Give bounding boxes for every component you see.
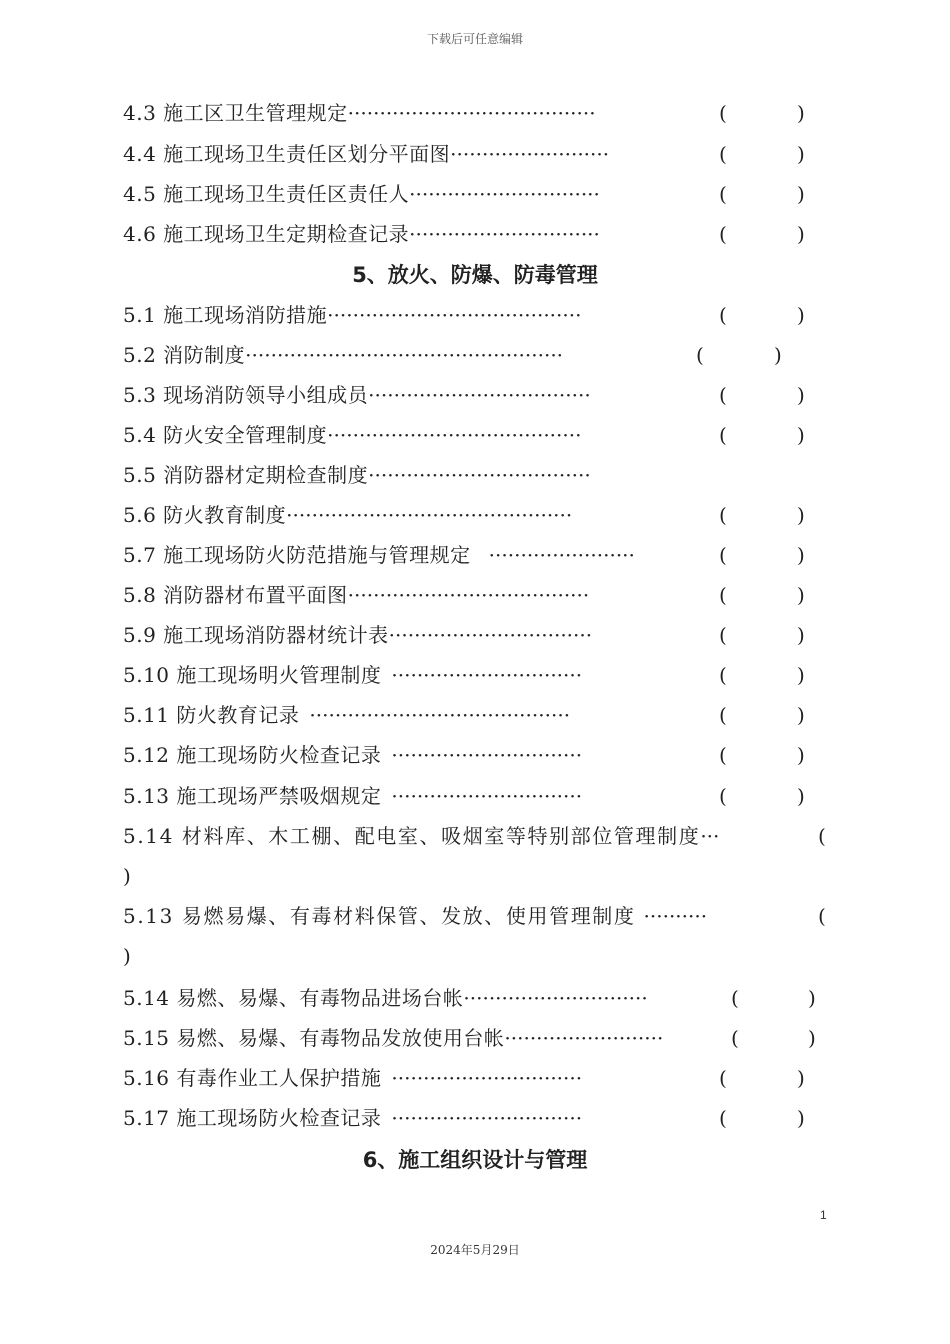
page-ref-close: ) (797, 503, 806, 527)
toc-entry[interactable] (123, 662, 582, 688)
leader-dots: ········································· (309, 703, 571, 727)
leader-dots: ····························· (463, 986, 648, 1010)
entry-title: 施工现场消防器材统计表 (163, 623, 389, 647)
footer-date: 2024年5月29日 (430, 1243, 520, 1257)
entry-number: 5.11 (123, 703, 170, 727)
page-ref-open: ( (731, 1026, 740, 1050)
page-ref-close: ) (797, 543, 806, 567)
page-ref-open: ( (818, 904, 827, 928)
page-ref-open: ( (719, 503, 728, 527)
entry-title: 消防器材定期检查制度 (163, 463, 369, 487)
page-ref-open: ( (719, 663, 728, 687)
toc-entry[interactable] (123, 462, 591, 488)
page-ref-open: ( (719, 222, 728, 246)
entry-number: 5.17 (123, 1106, 170, 1130)
page-ref-close: ) (797, 142, 806, 166)
page-ref-open: ( (696, 343, 705, 367)
toc-entry[interactable] (123, 342, 563, 368)
page-ref-close: ) (797, 423, 806, 447)
entry-number: 5.8 (123, 583, 157, 607)
page-ref-open: ( (719, 142, 728, 166)
entry-number: 5.7 (123, 543, 157, 567)
toc-entry[interactable] (123, 422, 581, 448)
leader-dots: ··································· (368, 463, 591, 487)
leader-dots: ······················· (488, 543, 635, 567)
entry-title: 有毒作业工人保护措施 (176, 1066, 382, 1090)
entry-number: 5.3 (123, 383, 157, 407)
leader-dots: ········································ (327, 423, 582, 447)
entry-title: 防火教育制度 (163, 503, 287, 527)
leader-dots: ······························ (391, 1106, 583, 1130)
page-number: 1 (820, 1208, 827, 1222)
toc-entry[interactable] (123, 903, 707, 929)
page-ref-open: ( (719, 784, 728, 808)
page-ref-close: ) (797, 1106, 806, 1130)
leader-dots: ······························ (391, 743, 583, 767)
leader-dots: ································ (388, 623, 593, 647)
entry-title: 施工现场卫生定期检查记录 (163, 222, 410, 246)
toc-entry[interactable] (123, 1065, 582, 1091)
entry-number: 4.4 (123, 142, 157, 166)
toc-entry[interactable] (123, 141, 609, 167)
entry-number: 5.4 (123, 423, 157, 447)
toc-entry[interactable] (123, 582, 589, 608)
entry-title: 材料库、木工棚、配电室、吸烟室等特别部位管理制度 (181, 824, 701, 848)
leader-dots: ······································ (347, 583, 590, 607)
page-ref-open: ( (719, 703, 728, 727)
entry-number: 5.13 (123, 904, 174, 928)
page-ref-open: ( (719, 743, 728, 767)
page-ref-open: ( (719, 543, 728, 567)
toc-entry[interactable] (123, 1105, 582, 1131)
page-ref-close: ) (808, 986, 817, 1010)
entry-number: 4.3 (123, 101, 157, 125)
page-ref-close: ) (797, 663, 806, 687)
page-ref-close: ) (797, 1066, 806, 1090)
page-ref-close: ) (797, 703, 806, 727)
page-ref-open: ( (719, 383, 728, 407)
page-ref-close: ) (797, 222, 806, 246)
entry-number: 5.9 (123, 623, 157, 647)
toc-entry[interactable] (123, 1025, 663, 1051)
toc-entry[interactable] (123, 100, 596, 126)
toc-entry[interactable] (123, 502, 572, 528)
page-ref-close: ) (797, 101, 806, 125)
entry-number: 5.6 (123, 503, 157, 527)
entry-title: 施工现场防火检查记录 (176, 743, 382, 767)
page-ref-open: ( (719, 423, 728, 447)
toc-entry[interactable] (123, 181, 600, 207)
entry-number: 5.5 (123, 463, 157, 487)
leader-dots: ······························ (391, 1066, 583, 1090)
header-note: 下载后可任意编辑 (426, 32, 523, 46)
toc-entry[interactable] (123, 985, 648, 1011)
page-ref-open: ( (719, 303, 728, 327)
entry-title: 易燃、易爆、有毒物品发放使用台帐 (176, 1026, 505, 1050)
entry-number: 5.13 (123, 784, 170, 808)
entry-number: 5.10 (123, 663, 170, 687)
leader-dots: ········································ (327, 303, 582, 327)
leader-dots: ······························ (409, 182, 600, 206)
leader-dots: ······························ (391, 663, 583, 687)
entry-number: 5.1 (123, 303, 157, 327)
page-ref-open: ( (818, 824, 827, 848)
page-ref-open: ( (719, 1066, 728, 1090)
entry-title: 施工现场明火管理制度 (176, 663, 382, 687)
page-ref-close: ) (797, 303, 806, 327)
page-ref-close: ) (797, 182, 806, 206)
toc-entry[interactable] (123, 382, 591, 408)
toc-entry[interactable] (123, 783, 582, 809)
toc-entry[interactable] (123, 823, 719, 849)
page-ref-open: ( (719, 623, 728, 647)
page-ref-open: ( (719, 101, 728, 125)
toc-entry[interactable] (123, 742, 582, 768)
page-ref-open: ( (719, 583, 728, 607)
entry-title: 施工区卫生管理规定 (163, 101, 348, 125)
leader-dots: ························· (450, 142, 610, 166)
page-ref-close: ) (774, 343, 783, 367)
page-ref-open: ( (719, 1106, 728, 1130)
leader-dots: ························· (504, 1026, 664, 1050)
leader-dots: ··· (700, 824, 720, 848)
entry-title: 施工现场消防措施 (163, 303, 328, 327)
entry-title: 现场消防领导小组成员 (163, 383, 369, 407)
toc-entry[interactable] (123, 302, 581, 328)
entry-number: 5.15 (123, 1026, 170, 1050)
entry-number: 5.2 (123, 343, 157, 367)
page-ref-close: ) (797, 383, 806, 407)
entry-number: 5.14 (123, 824, 174, 848)
leader-dots: ·················································· (245, 343, 564, 367)
entry-number: 4.6 (123, 222, 157, 246)
page-ref-close: ) (797, 623, 806, 647)
toc-entry[interactable] (123, 221, 600, 247)
entry-title: 防火安全管理制度 (163, 423, 328, 447)
leader-dots: ······································· (347, 101, 596, 125)
section-heading: 5、放火、防爆、防毒管理 (352, 263, 598, 287)
entry-title: 防火教育记录 (176, 703, 300, 727)
entry-number: 5.12 (123, 743, 170, 767)
section-heading: 6、施工组织设计与管理 (362, 1148, 588, 1172)
toc-entry[interactable] (123, 622, 592, 648)
entry-number: 5.14 (123, 986, 170, 1010)
entry-title: 施工现场卫生责任区责任人 (163, 182, 410, 206)
entry-title: 消防器材布置平面图 (163, 583, 348, 607)
entry-number: 5.16 (123, 1066, 170, 1090)
page-ref-close: ) (123, 944, 132, 968)
leader-dots: ··································· (368, 383, 591, 407)
page-ref-open: ( (731, 986, 740, 1010)
entry-title: 施工现场卫生责任区划分平面图 (163, 142, 451, 166)
page-ref-close: ) (797, 743, 806, 767)
leader-dots: ······························ (409, 222, 600, 246)
toc-entry[interactable] (123, 542, 635, 568)
entry-title: 易燃、易爆、有毒物品进场台帐 (176, 986, 464, 1010)
entry-title: 施工现场严禁吸烟规定 (176, 784, 382, 808)
leader-dots: ············································· (286, 503, 573, 527)
page-ref-close: ) (797, 784, 806, 808)
page-ref-close: ) (797, 583, 806, 607)
entry-title: 消防制度 (163, 343, 246, 367)
entry-title: 易燃易爆、有毒材料保管、发放、使用管理制度 (181, 904, 636, 928)
entry-title: 施工现场防火防范措施与管理规定 (163, 543, 471, 567)
page-ref-close: ) (808, 1026, 817, 1050)
page-ref-open: ( (719, 182, 728, 206)
leader-dots: ·········· (643, 904, 708, 928)
entry-title: 施工现场防火检查记录 (176, 1106, 382, 1130)
toc-entry[interactable] (123, 702, 570, 728)
entry-number: 4.5 (123, 182, 157, 206)
leader-dots: ······························ (391, 784, 583, 808)
page-ref-close: ) (123, 864, 132, 888)
